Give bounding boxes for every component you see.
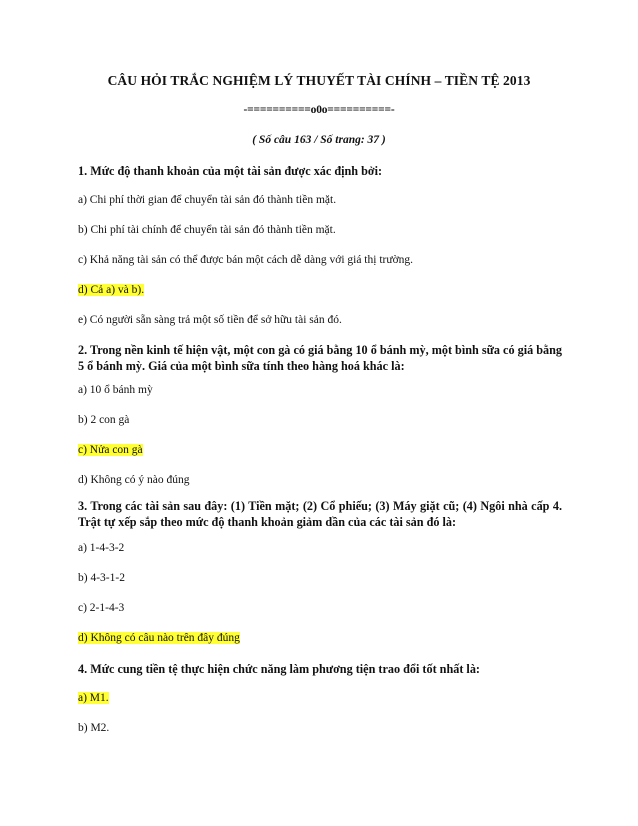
option-text: b) Chi phí tài chính để chuyển tài sản đó thành tiền mặt. bbox=[78, 224, 336, 236]
question-3-option-d bbox=[78, 632, 240, 644]
question-2-option-b bbox=[78, 414, 129, 426]
option-text: a) Chi phí thời gian để chuyển tài sản đó thành tiền mặt. bbox=[78, 194, 337, 206]
question-2-option-a bbox=[78, 384, 153, 396]
question-1-option-c bbox=[78, 254, 413, 266]
option-text: b) M2. bbox=[78, 722, 110, 734]
question-2-text: 2. Trong nền kinh tế hiện vật, một con gà có giá bằng 10 ổ bánh mỳ, một bình sữa có giá bằng 5 ổ bánh mỳ. Giá của một bình sữa tính theo hàng hoá khác là: bbox=[78, 343, 562, 373]
option-text: c) 2-1-4-3 bbox=[78, 602, 125, 614]
question-1-option-a bbox=[78, 194, 336, 206]
title-divider: -==========o0o==========- bbox=[243, 104, 395, 116]
option-text: a) 10 ổ bánh mỳ bbox=[78, 384, 153, 396]
question-4-option-a bbox=[78, 692, 109, 704]
question-2-option-c bbox=[78, 444, 143, 456]
question-1-text: 1. Mức độ thanh khoản của một tài sản được xác định bởi: bbox=[78, 164, 383, 178]
question-2-option-d bbox=[78, 474, 189, 486]
option-text: e) Có người sẵn sàng trả một số tiền để sở hữu tài sản đó. bbox=[78, 314, 342, 326]
question-3-option-c bbox=[78, 602, 124, 614]
question-4-option-b bbox=[78, 722, 109, 734]
option-text-highlighted: d) Cả a) và b). bbox=[78, 284, 145, 296]
question-1-option-d bbox=[78, 284, 144, 296]
option-text: b) 2 con gà bbox=[78, 414, 130, 426]
question-3-option-b bbox=[78, 572, 125, 584]
question-count: ( Số câu 163 / Số trang: 37 ) bbox=[252, 134, 386, 146]
option-text-highlighted: c) Nửa con gà bbox=[78, 444, 143, 456]
question-1-option-b bbox=[78, 224, 336, 236]
option-text: a) 1-4-3-2 bbox=[78, 542, 125, 554]
question-3-option-a bbox=[78, 542, 124, 554]
option-text: d) Không có ý nào đúng bbox=[78, 474, 190, 486]
document-title: CÂU HỎI TRẮC NGHIỆM LÝ THUYẾT TÀI CHÍNH – TIỀN TỆ 2013 bbox=[107, 73, 531, 88]
question-1-option-e bbox=[78, 314, 342, 326]
option-text-highlighted: d) Không có câu nào trên đây đúng bbox=[78, 632, 240, 644]
option-text: c) Khả năng tài sản có thể được bán một cách dễ dàng với giá thị trường. bbox=[78, 254, 414, 266]
question-4-text: 4. Mức cung tiền tệ thực hiện chức năng làm phương tiện trao đổi tốt nhất là: bbox=[78, 662, 480, 676]
option-text: b) 4-3-1-2 bbox=[78, 572, 125, 584]
question-3-text: 3. Trong các tài sản sau đây: (1) Tiền mặt; (2) Cổ phiếu; (3) Máy giặt cũ; (4) Ngôi nhà cấp 4. Trật tự xếp sắp theo mức độ thanh khoản giảm dần của các tài sản đó là: bbox=[78, 499, 562, 529]
option-text-highlighted: a) M1. bbox=[78, 692, 109, 704]
